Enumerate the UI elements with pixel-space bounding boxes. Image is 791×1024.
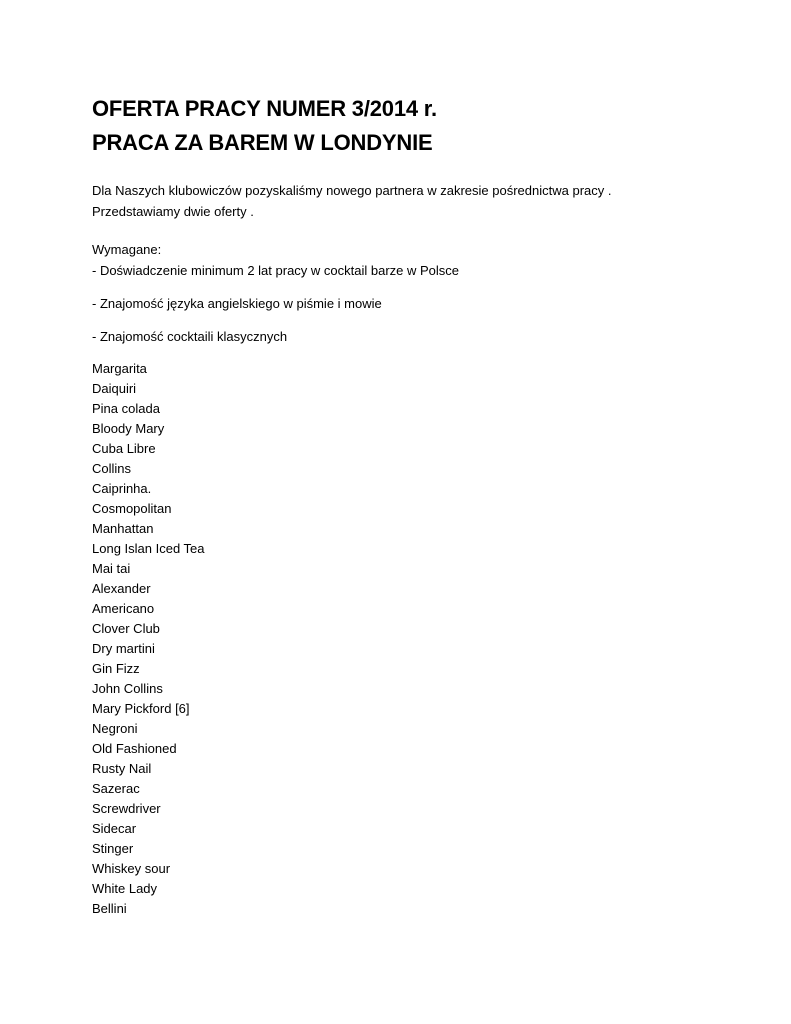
requirements-heading: Wymagane: bbox=[92, 242, 162, 257]
cocktail-item: Caiprinha. bbox=[92, 481, 152, 496]
cocktail-item: Dry martini bbox=[92, 641, 155, 656]
cocktail-item: Rusty Nail bbox=[92, 761, 152, 776]
cocktail-item: Sidecar bbox=[92, 821, 137, 836]
cocktail-item: Pina colada bbox=[92, 401, 160, 416]
requirement-item: - Znajomość języka angielskiego w piśmie i mowie bbox=[92, 296, 382, 311]
title-line-2: PRACA ZA BAREM W LONDYNIE bbox=[92, 130, 433, 155]
intro-line-2: Przedstawiamy dwie oferty . bbox=[92, 204, 254, 219]
cocktail-item: Daiquiri bbox=[92, 381, 137, 396]
cocktail-item: Bloody Mary bbox=[92, 421, 165, 436]
cocktail-item: Screwdriver bbox=[92, 801, 161, 816]
cocktail-item: Mai tai bbox=[92, 561, 131, 576]
requirement-item: - Doświadczenie minimum 2 lat pracy w cocktail barze w Polsce bbox=[92, 263, 460, 278]
cocktail-item: Sazerac bbox=[92, 781, 140, 796]
document-page bbox=[92, 92, 732, 919]
cocktail-item: Cuba Libre bbox=[92, 441, 156, 456]
requirement-item: - Znajomość cocktaili klasycznych bbox=[92, 329, 288, 344]
requirements-section bbox=[92, 239, 732, 347]
intro-section bbox=[92, 180, 732, 222]
cocktail-item: Clover Club bbox=[92, 621, 160, 636]
cocktail-item: Bellini bbox=[92, 901, 127, 916]
title-line-1: OFERTA PRACY NUMER 3/2014 r. bbox=[92, 96, 437, 121]
cocktail-item: Old Fashioned bbox=[92, 741, 177, 756]
cocktail-item: Collins bbox=[92, 461, 132, 476]
intro-line-1: Dla Naszych klubowiczów pozyskaliśmy nowego partnera w zakresie pośrednictwa pracy . bbox=[92, 183, 612, 198]
cocktail-item: Stinger bbox=[92, 841, 134, 856]
cocktail-item: Manhattan bbox=[92, 521, 154, 536]
cocktail-item: White Lady bbox=[92, 881, 158, 896]
cocktail-item: John Collins bbox=[92, 681, 163, 696]
cocktail-item: Whiskey sour bbox=[92, 861, 171, 876]
cocktail-item: Gin Fizz bbox=[92, 661, 140, 676]
cocktail-item: Alexander bbox=[92, 581, 151, 596]
document-title bbox=[92, 92, 732, 160]
cocktail-item: Margarita bbox=[92, 361, 147, 376]
cocktail-item: Negroni bbox=[92, 721, 138, 736]
cocktail-item: Long Islan Iced Tea bbox=[92, 541, 205, 556]
cocktail-item: Cosmopolitan bbox=[92, 501, 172, 516]
cocktail-item: Americano bbox=[92, 601, 155, 616]
cocktail-list bbox=[92, 359, 732, 919]
cocktail-item: Mary Pickford [6] bbox=[92, 701, 190, 716]
